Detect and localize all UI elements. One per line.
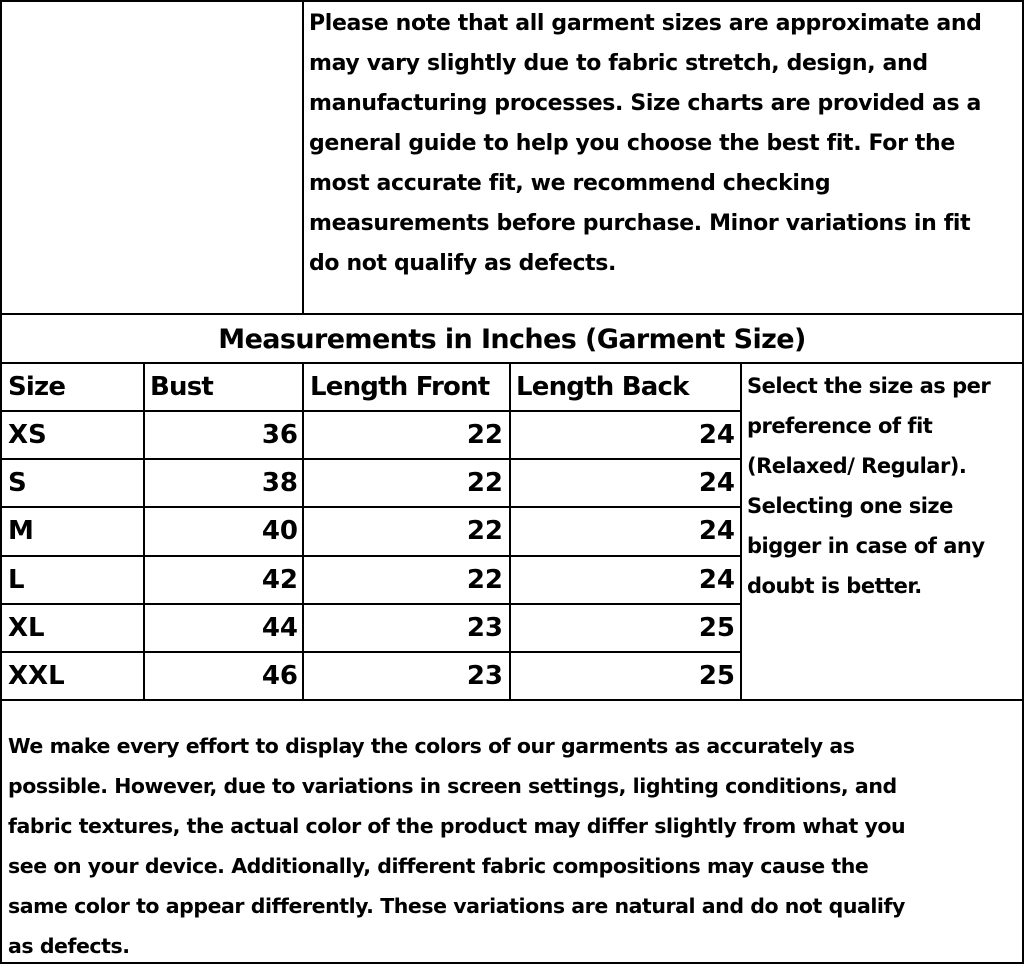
divider-note-bottom (0, 313, 1024, 315)
color-disclaimer-line: We make every effort to display the colors of our garments as accurately as (8, 734, 855, 758)
size-cell: L (8, 565, 25, 595)
col-line-3 (509, 362, 511, 700)
header-bust: Bust (150, 372, 214, 402)
length-back-cell: 25 (698, 661, 735, 691)
header-size: Size (8, 372, 66, 402)
length-back-cell: 24 (698, 420, 735, 450)
fit-disclaimer-line: manufacturing processes. Size charts are provided as a (309, 91, 982, 116)
fit-disclaimer-line: do not qualify as defects. (309, 251, 617, 276)
color-disclaimer-line: as defects. (8, 934, 130, 958)
size-tip-line: bigger in case of any (747, 534, 985, 558)
length-back-cell: 24 (698, 516, 735, 546)
bust-cell: 36 (261, 420, 298, 450)
size-tip-line: Selecting one size (747, 494, 953, 518)
color-disclaimer-line: possible. However, due to variations in screen settings, lighting conditions, and (8, 774, 897, 798)
col-line-4 (740, 362, 742, 700)
size-tip-line: (Relaxed/ Regular). (747, 454, 967, 478)
divider-note-left (302, 0, 304, 314)
border-top (0, 0, 1024, 2)
length-back-cell: 25 (698, 613, 735, 643)
length-front-cell: 22 (466, 420, 503, 450)
fit-disclaimer-line: measurements before purchase. Minor variations in fit (309, 211, 971, 236)
length-front-cell: 22 (466, 468, 503, 498)
color-disclaimer-line: fabric textures, the actual color of the product may differ slightly from what you (8, 814, 906, 838)
size-cell: S (8, 468, 27, 498)
fit-disclaimer-line: general guide to help you choose the best fit. For the (309, 131, 955, 156)
bust-cell: 46 (261, 661, 298, 691)
fit-disclaimer-line: Please note that all garment sizes are approximate and (309, 11, 982, 36)
border-left (0, 0, 2, 964)
size-cell: XL (8, 613, 45, 643)
col-line-2 (302, 362, 304, 700)
length-back-cell: 24 (698, 468, 735, 498)
table-title: Measurements in Inches (Garment Size) (218, 324, 806, 355)
bust-cell: 42 (261, 565, 298, 595)
length-front-cell: 22 (466, 516, 503, 546)
size-selection-tip (747, 366, 1019, 606)
col-line-1 (143, 362, 145, 700)
length-front-cell: 23 (466, 661, 503, 691)
size-cell: M (8, 516, 34, 546)
color-disclaimer-line: see on your device. Additionally, different fabric compositions may cause the (8, 854, 869, 878)
length-front-cell: 22 (466, 565, 503, 595)
divider-table-bottom (0, 699, 1024, 701)
color-disclaimer (8, 726, 1018, 966)
size-tip-line: preference of fit (747, 414, 933, 438)
size-tip-line: doubt is better. (747, 574, 922, 598)
fit-disclaimer-line: may vary slightly due to fabric stretch, design, and (309, 51, 928, 76)
bust-cell: 44 (261, 613, 298, 643)
fit-disclaimer-line: most accurate fit, we recommend checking (309, 171, 831, 196)
color-disclaimer-line: same color to appear differently. These variations are natural and do not qualify (8, 894, 905, 918)
header-length-front: Length Front (310, 372, 490, 402)
header-length-back: Length Back (516, 372, 689, 402)
fit-disclaimer (309, 4, 1019, 284)
size-tip-line: Select the size as per (747, 374, 991, 398)
bust-cell: 40 (261, 516, 298, 546)
bust-cell: 38 (261, 468, 298, 498)
length-front-cell: 23 (466, 613, 503, 643)
size-cell: XXL (8, 661, 65, 691)
size-cell: XS (8, 420, 47, 450)
length-back-cell: 24 (698, 565, 735, 595)
